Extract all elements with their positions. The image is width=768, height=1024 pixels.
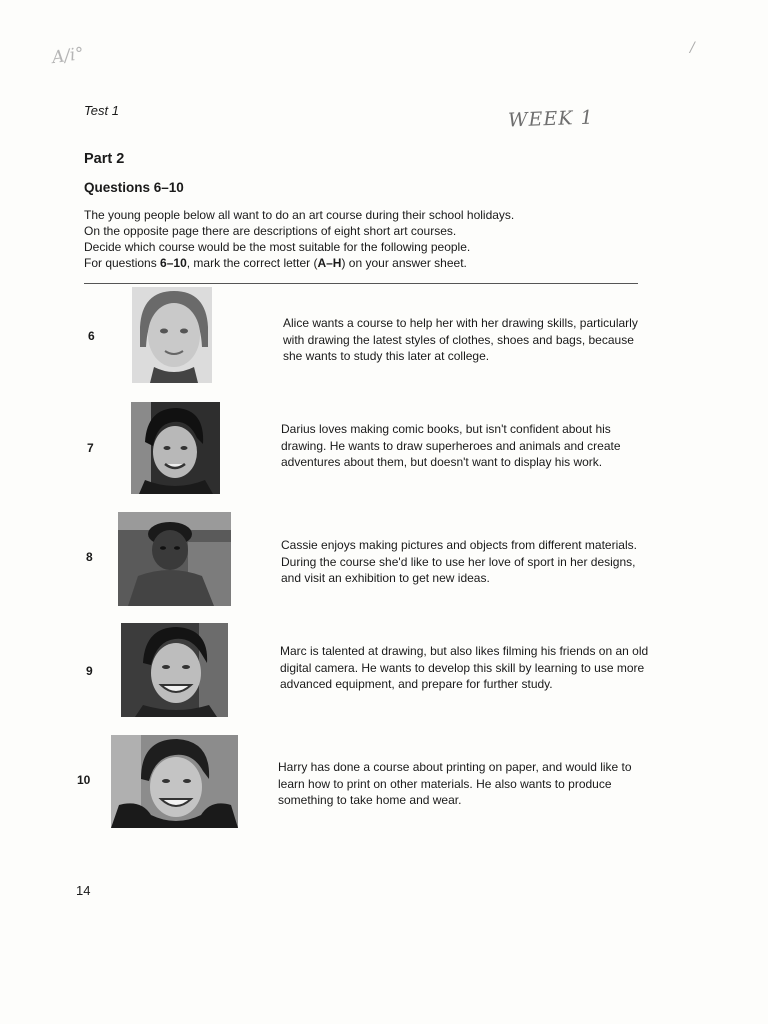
instructions: [84, 207, 644, 271]
instruction-letter-range: A–H: [317, 256, 342, 270]
instruction-prefix: For questions: [84, 256, 161, 270]
question-number: 10: [77, 773, 91, 787]
question-number: 8: [86, 550, 93, 564]
question-text: Marc is talented at drawing, but also likes filming his friends on an old digital camera. He wants to develop this skill by learning to use more advanced equipment, and prepare for further study.: [280, 644, 649, 691]
instruction-mid: , mark the correct letter (: [186, 256, 318, 270]
question-text: Darius loves making comic books, but isn't confident about his drawing. He wants to draw superheroes and animals and create adventures about them, but doesn't want to display his work.: [281, 422, 621, 469]
question-number: 7: [87, 441, 94, 455]
test-label: Test 1: [84, 103, 119, 118]
page-number: 14: [76, 883, 91, 898]
instruction-line: On the opposite page there are descriptions of eight short art courses.: [84, 224, 457, 238]
question-number: 9: [86, 664, 93, 678]
photo-portrait-icon: [121, 623, 228, 717]
handwritten-edge-mark: /: [690, 40, 695, 56]
questions-title: Questions 6–10: [84, 180, 184, 195]
instruction-line: [84, 255, 644, 271]
question-text: Alice wants a course to help her with her drawing skills, particularly with drawing the latest styles of clothes, shoes and bags, because she wants to study this later at college.: [283, 316, 638, 363]
instruction-line: Decide which course would be the most suitable for the following people.: [84, 240, 471, 254]
instruction-line: The young people below all want to do an art course during their school holidays.: [84, 208, 515, 222]
part-title: Part 2: [84, 151, 125, 167]
question-text: Cassie enjoys making pictures and objects from different materials. During the course she'd like to use her love of sport in her designs, and visit an exhibition to get new ideas.: [281, 538, 637, 585]
instruction-suffix: ) on your answer sheet.: [341, 256, 467, 270]
handwritten-corner-mark: A/i°: [50, 43, 86, 69]
photo-portrait-icon: [132, 287, 212, 383]
divider-rule: [84, 283, 638, 284]
photo-portrait-icon: [131, 402, 220, 494]
photo-portrait-icon: [118, 512, 231, 606]
handwritten-week-note: WEEK 1: [507, 106, 594, 132]
instruction-question-range: 6–10: [160, 256, 187, 270]
question-number: 6: [88, 329, 95, 343]
photo-portrait-icon: [111, 735, 238, 828]
question-text: Harry has done a course about printing on paper, and would like to learn how to print on other materials. He also wants to produce something to take home and wear.: [278, 760, 632, 807]
